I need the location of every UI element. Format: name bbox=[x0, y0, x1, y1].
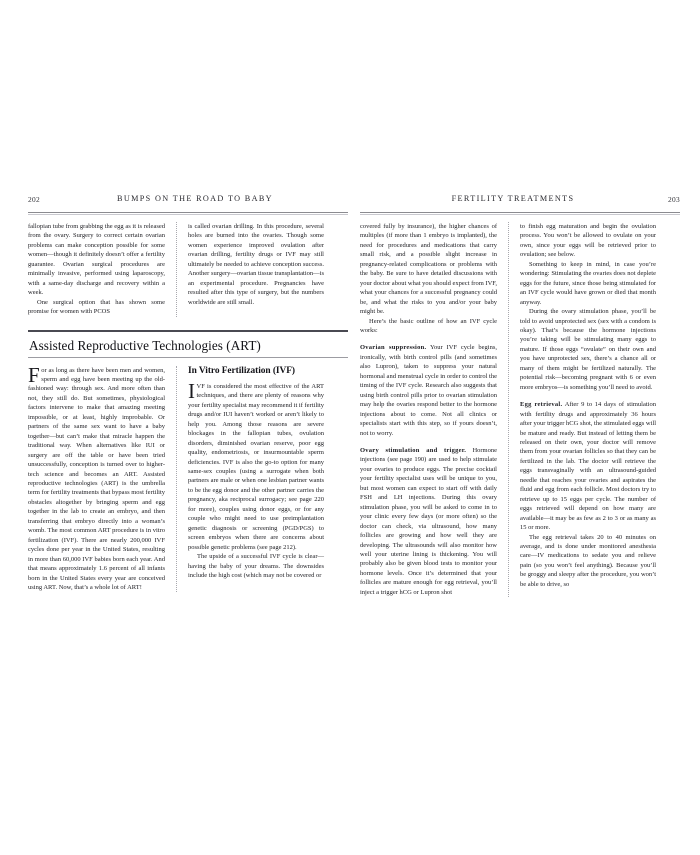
runin-paragraph bbox=[360, 446, 497, 597]
runin-paragraph bbox=[520, 400, 656, 532]
paragraph: One surgical option that has shown some promise for women with PCOS bbox=[28, 298, 165, 316]
page-number-left: 202 bbox=[28, 195, 40, 204]
runin-paragraph bbox=[360, 343, 497, 438]
left-page-top-columns bbox=[28, 222, 348, 317]
subsection-title: In Vitro Fertilization (IVF) bbox=[188, 365, 296, 376]
page-number-right: 203 bbox=[668, 195, 680, 204]
runin-body: Hormone injections (see page 190) are used to help stimulate your ovaries to produce eggs. The precise cocktail your fertility specialist uses will be unique to you, but most women can expect to start off with daily FSH and LH injections. During this ovary stimulation phase, you will be asked to come in to your clinic every few days (or more often) so the doctor can check, via ultrasound, how many follicles are growing and how well they are developing. The ultrasounds will also monitor how well your uterine lining is thickening. You will probably also be given blood tests to monitor your hormone levels. Once it’s determined that your follicles are mature enough for egg retrieval, you’ll inject a trigger hCG or Lupron shot bbox=[360, 446, 497, 596]
paragraph: Here’s the basic outline of how an IVF cycle works: bbox=[360, 317, 497, 334]
right-col-2 bbox=[508, 222, 656, 597]
left-col-2-top bbox=[176, 222, 324, 317]
runin-body: Your IVF cycle begins, ironically, with birth control pills (and sometimes also Lupron), taken to suppress your natural hormonal and menstrual cycle in order to control the timing of the IVF cycle. Research also suggests that using birth control pills prior to ovarian stimulation may help the ovaries respond better to the hormone injections about to come. Not all clinics or specialists start with this step, so if yours doesn’t, not to worry. bbox=[360, 344, 498, 437]
right-page bbox=[360, 194, 680, 597]
running-head-title-left: BUMPS ON THE ROAD TO BABY bbox=[117, 194, 273, 203]
left-col-2-section bbox=[176, 366, 324, 593]
paragraph: is called ovarian drilling. In this procedure, several holes are burned into the ovaries. Though some women experience improved ovulation after ovarian drilling, fertility drugs or IVF may still ultimately be needed to achieve conception success. Another surgery—ovarian tissue transplantation—is an experimental procedure. Pregnancies have resulted after this type of surgery, but the numbers worldwide are still small. bbox=[188, 223, 324, 306]
runin-heading: Ovarian suppression. bbox=[360, 344, 427, 352]
left-col-1-section bbox=[28, 362, 176, 593]
left-col-1-top bbox=[28, 222, 176, 317]
left-page bbox=[28, 194, 348, 592]
section-title: Assisted Reproductive Technologies (ART) bbox=[28, 337, 348, 358]
running-head-left bbox=[28, 194, 348, 213]
paragraph: During the ovary stimulation phase, you’ll be told to avoid unprotected sex (sex with a condom is okay). That’s because the hormone injections you’re taking will be stimulating many eggs to mature. If those eggs “ovulate” on their own and you have unprotected sex, there’s a chance all or many of them might be fertilized naturally. The potential risk—becoming pregnant with 6 or even more embryos—is something you’ll need to avoid. bbox=[520, 308, 656, 391]
paragraph: to finish egg maturation and begin the ovulation process. You won’t be allowed to ovulate on your own, since your eggs will be retrieved prior to ovulation; see below. bbox=[520, 223, 656, 259]
paragraph: fallopian tube from grabbing the egg as it is released from the ovary. Surgery to correct certain ovarian problems can make conception possible for some women—though it definitely doesn’t offer a fertility guarantee. Ovarian surgical procedures are minimally invasive, performed using laparoscopy, with a same-day discharge and recovery within a week. bbox=[28, 223, 165, 297]
running-head-right bbox=[360, 194, 680, 213]
paragraph: Something to keep in mind, in case you’re wondering: Stimulating the ovaries does not deplete eggs for the future, since those being stimulated for an IVF cycle would have grown or died that month anyway. bbox=[520, 260, 656, 306]
right-col-1 bbox=[360, 222, 508, 597]
right-page-columns bbox=[360, 222, 680, 597]
paragraph: The upside of a successful IVF cycle is clear—having the baby of your dreams. The downsides include the high cost (which may not be covered or bbox=[188, 553, 324, 579]
section-heading-block bbox=[28, 330, 348, 358]
running-head-title-right: FERTILITY TREATMENTS bbox=[451, 194, 575, 203]
runin-body: After 9 to 14 days of stimulation with fertility drugs and approximately 36 hours after your trigger hCG shot, the stimulated eggs will be mature and ready. But instead of letting them be released on their own, your doctor will remove them from your ovarian follicles so that they can be fertilized in the lab. The doctor will retrieve the eggs transvaginally with an ultrasound-guided needle that reaches your ovaries and aspirates the fluid and egg from each follicle. Most doctors try to retrieve up to 15 eggs per cycle. The number of eggs retrieved will depend on how many are available—it may be as few as 2 to 3 or as many as 15 or more. bbox=[520, 401, 656, 532]
paragraph: covered fully by insurance), the higher chances of multiples (if more than 1 embryo is implanted), the need for procedures and medications that carry small risk, and a possible slight increase in pregnancy-related complications or problems with the baby. Be sure to have detailed discussions with your doctor about what you should expect from IVF, what your chances for a successful pregnancy could be, and what the risks to you and/or your baby might be. bbox=[360, 223, 497, 316]
paragraph-with-dropcap: For as long as there have been men and women, sperm and egg have been meeting up the old-fashioned way: through sex. And more often than not, they still do. But sometimes, physiological factors intervene to make that amazing meeting impossible, or at least, highly improbable. Or partners of the same sex want to have a baby together—but can’t make that miracle happen the traditional way. When alternatives like IUI or surgery are off the table or have been tried unsuccessfully, conception is turned over to higher-tech science and becomes an ART. Assisted reproductive technologies (ART) is the umbrella term for fertility treatments that bypass most fertility obstacles altogether by bringing sperm and egg together in the lab to create an embryo, and then transferring that embryo directly into a woman’s womb. The most common ART procedure is in vitro fertilization (IVF). There are nearly 200,000 IVF cycles done per year in the United States, resulting in more than 60,000 IVF babies born each year. And that means approximately 1.6 percent of all infants born in the United States every year are conceived using ART. Now, that’s a whole lot of ART! bbox=[28, 362, 166, 591]
runin-heading: Ovary stimulation and trigger. bbox=[360, 446, 467, 454]
runin-heading: Egg retrieval. bbox=[520, 401, 563, 409]
left-page-section-columns bbox=[28, 362, 348, 593]
paragraph-with-dropcap: IVF is considered the most effective of the ART techniques, and there are plenty of reasons why your fertility specialist may recommend it if fertility drugs and/or IUI haven’t worked or aren’t likely to help you. Among those reasons are severe blockages in the fallopian tubes, ovulation disorders, diminished ovarian reserve, poor egg quality, endometriosis, or insurmountable sperm deficiencies. IVF is also the go-to option for many same-sex couples (using a surrogate when both partners are male or when one lesbian partner wants to be the egg donor and the other partner carries the pregnancy, aka reciprocal surrogacy; see page 220 for more), couples using donor eggs, or for any couple who might need to use preimplantation genetic diagnosis or screening (PGD/PGS) to screen embryos when there are concerns about possible genetic problems (see page 212). bbox=[188, 378, 324, 551]
paragraph: The egg retrieval takes 20 to 40 minutes on average, and is done under monitored anesthesia care—IV medications to sedate you and relieve pain (so you won’t feel anything). Because you’ll be groggy and sleepy after the procedure, you won’t be able to drive, so bbox=[520, 533, 656, 588]
